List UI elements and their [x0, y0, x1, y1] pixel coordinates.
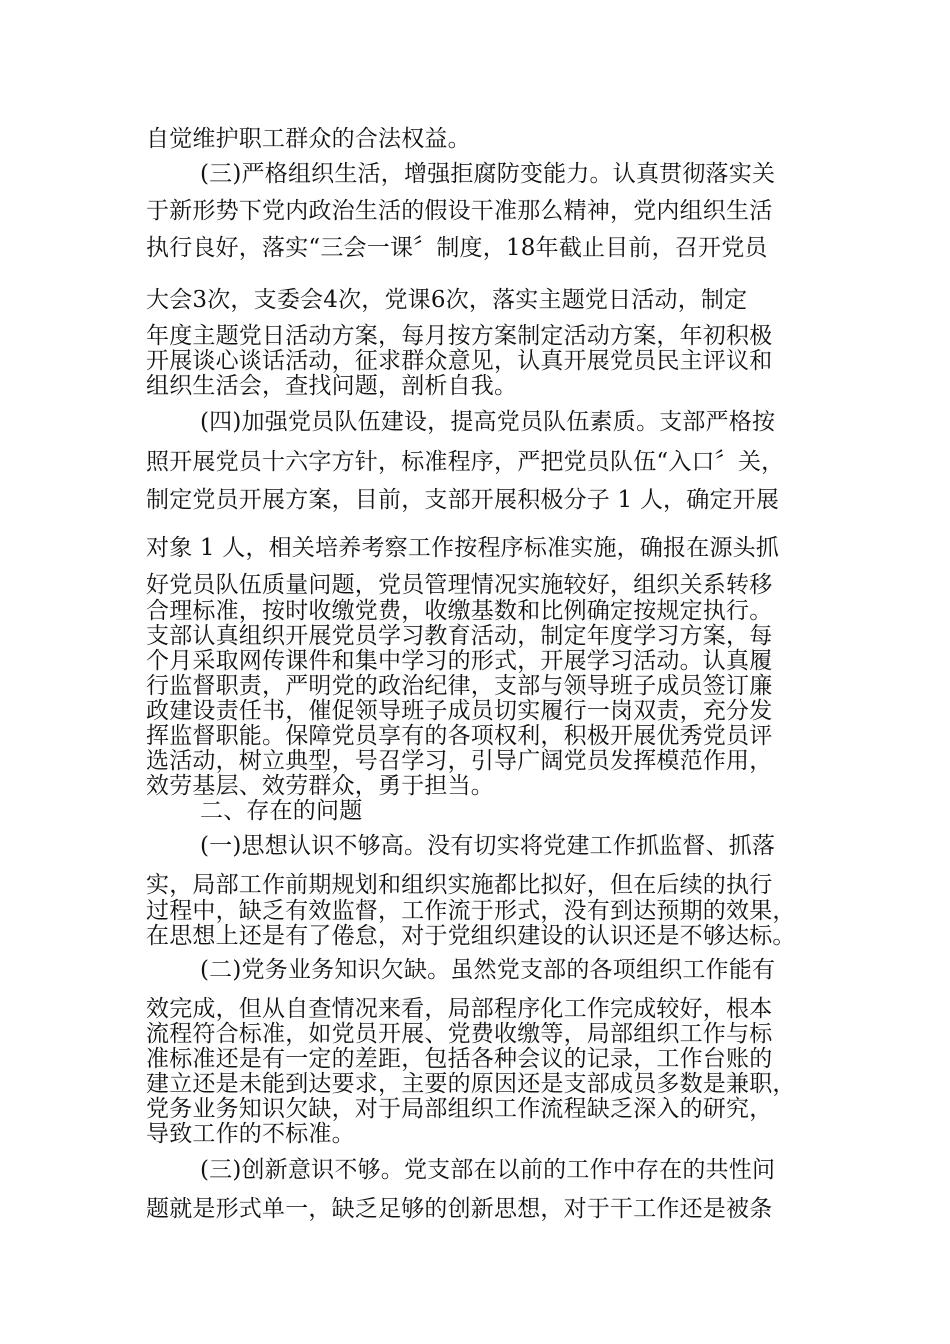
text-line: 导致工作的不标准。 — [146, 1121, 355, 1147]
paragraph-heading: (二)党务业务知识欠缺。虽然党支部的各项组织工作能有 — [200, 957, 776, 983]
text-line: 选活动，树立典型，号召学习，引导广阔党员发挥模范作用， — [146, 748, 773, 774]
text-line: 题就是形式单一，缺乏足够的创新思想，对于干工作还是被条 — [146, 1196, 773, 1222]
paragraph-heading: (三)严格组织生活，增强拒腐防变能力。认真贯彻落实关 — [200, 161, 776, 187]
text-line: 个月采取网传课件和集中学习的形式，开展学习活动。认真履 — [146, 648, 773, 674]
text-line: 政建设责任书，催促领导班子成员切实履行一岗双责，充分发 — [146, 698, 773, 724]
text-line: 行监督职责，严明党的政治纪律，支部与领导班子成员签订廉 — [146, 673, 773, 699]
text-line: 合理标准，按时收缴党费，收缴基数和比例确定按规定执行。 — [146, 598, 773, 624]
text-line: 准标准还是有一定的差距，包括各种会议的记录，工作台账的 — [146, 1046, 773, 1072]
text-line: 开展谈心谈话活动，征求群众意见，认真开展党员民主评议和 — [146, 348, 773, 374]
text-line: 组织生活会，查找问题，剖析自我。 — [146, 373, 518, 399]
text-line: 好党员队伍质量问题，党员管理情况实施较好，组织关系转移 — [146, 572, 773, 598]
text-line: 自觉维护职工群众的合法权益。 — [146, 126, 471, 152]
text-line: 制定党员开展方案，目前，支部开展积极分子 1 人，确定开展 — [146, 487, 780, 513]
text-line: 大会3次，支委会4次，党课6次，落实主题党日活动，制定 — [146, 287, 748, 313]
text-line: 建立还是未能到达要求，主要的原因还是支部成员多数是兼职， — [146, 1071, 796, 1097]
text-line: 效劳基层、效劳群众，勇于担当。 — [146, 773, 494, 799]
text-line: 在思想上还是有了倦怠，对于党组织建设的认识还是不够达标。 — [146, 923, 796, 949]
text-line: 过程中，缺乏有效监督，工作流于形式，没有到达预期的效果， — [146, 898, 796, 924]
paragraph-heading: (三)创新意识不够。党支部在以前的工作中存在的共性问 — [200, 1157, 776, 1183]
text-line: 效完成，但从自查情况来看，局部程序化工作完成较好，根本 — [146, 996, 773, 1022]
text-line: 对象 1 人，相关培养考察工作按程序标准实施，确报在源头抓 — [146, 535, 780, 561]
text-line: 照开展党员十六字方针，标准程序，严把党员队伍“入口〞关， — [146, 449, 785, 475]
text-line: 执行良好，落实“三会一课〞制度，18年截止目前，召开党员 — [146, 235, 768, 261]
text-line: 年度主题党日活动方案，每月按方案制定活动方案，年初积极 — [146, 323, 773, 349]
text-line: 党务业务知识欠缺，对于局部组织工作流程缺乏深入的研究， — [146, 1096, 773, 1122]
text-line: 挥监督职能。保障党员享有的各项权利，积极开展优秀党员评 — [146, 723, 773, 749]
paragraph-heading: (四)加强党员队伍建设，提高党员队伍素质。支部严格按 — [200, 409, 776, 435]
text-line: 流程符合标准，如党员开展、党费收缴等，局部组织工作与标 — [146, 1021, 773, 1047]
section-heading: 二、存在的问题 — [200, 798, 363, 824]
text-line: 支部认真组织开展党员学习教育活动，制定年度学习方案，每 — [146, 623, 773, 649]
text-line: 于新形势下党内政治生活的假设干准那么精神，党内组织生活 — [146, 198, 773, 224]
text-line: 实，局部工作前期规划和组织实施都比拟好，但在后续的执行 — [146, 872, 773, 898]
paragraph-heading: (一)思想认识不够高。没有切实将党建工作抓监督、抓落 — [200, 833, 776, 859]
